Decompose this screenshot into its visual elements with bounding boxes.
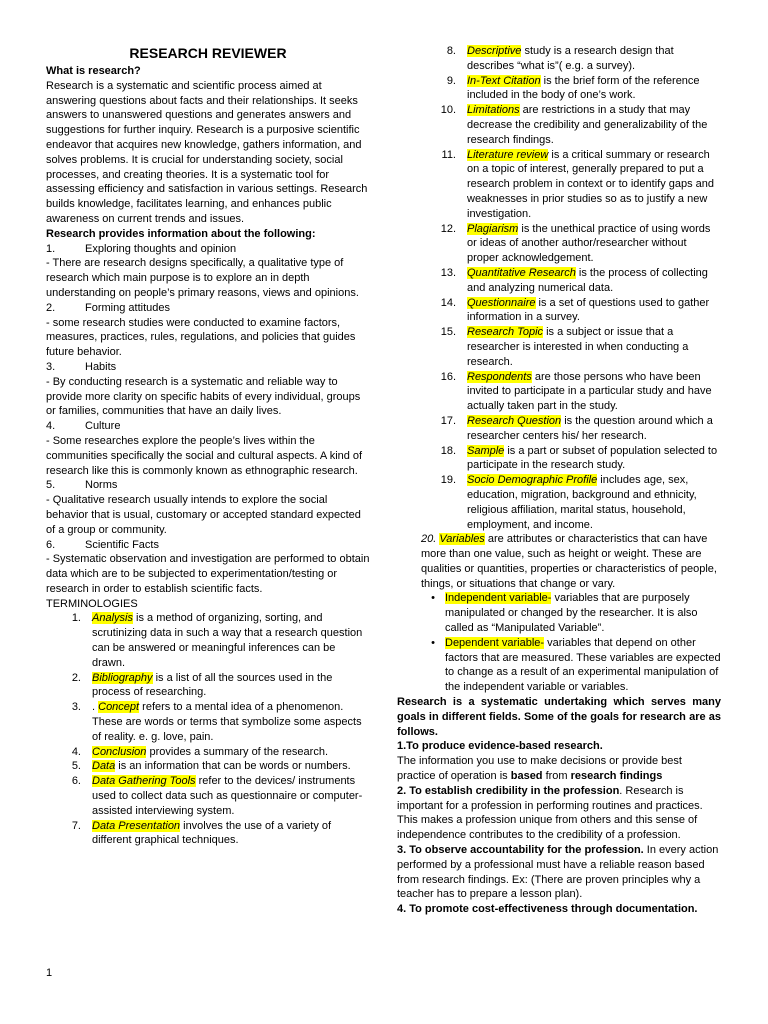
term-highlight: Conclusion (92, 745, 147, 758)
term-item (421, 266, 721, 296)
term-highlight: Socio Demographic Profile (467, 474, 598, 487)
goal-text (397, 754, 721, 784)
term-item (46, 700, 370, 744)
term-number: 11. (441, 148, 456, 161)
item-number: 6. (46, 538, 56, 551)
goal-text (397, 843, 721, 902)
term-definition: are those persons who have been invited to participate in a particular study and have actually taken part in the study. (467, 370, 712, 413)
item-number: 5. (46, 479, 56, 492)
provides-item (46, 419, 370, 478)
provides-heading: Research provides information about the following: (46, 227, 316, 240)
term-highlight: Dependent variable- (445, 636, 545, 649)
provides-item (46, 242, 370, 301)
bullet-icon: • (431, 592, 435, 605)
term-item (421, 296, 721, 326)
term-item (421, 325, 721, 369)
term-definition: is the unethical practice of using words or ideas of another author/researcher without proper acknowledgement. (467, 222, 711, 265)
term-highlight: Data (92, 760, 116, 773)
term-number: 10. (440, 104, 456, 117)
term-definition: is a subject or issue that a researcher is interested in when conducting a research. (467, 326, 689, 368)
term-highlight: Data Presentation (92, 819, 181, 832)
term-item (421, 473, 721, 532)
term-definition: is a method of organizing, sorting, and scrutinizing data in such a way that a research question can be answered or meaningful inferences can be drawn. (92, 612, 363, 669)
term-highlight: Plagiarism (467, 222, 519, 235)
term-definition: refer to the devices/ instruments used to collect data such as questionnaire or computer- assisted interviewing system. (92, 775, 363, 817)
term-definition: is a critical summary or research on a topic of interest, generally prepared to put a research problem in context or to identify gaps and weaknesses in prior studies so as to justify a new investigation. (467, 148, 715, 220)
term-item (46, 745, 370, 760)
term-highlight: Respondents (467, 370, 532, 383)
provides-item (46, 301, 370, 360)
item-label: Habits (85, 360, 117, 373)
term-number: 14. (440, 296, 456, 309)
term-number: 13. (440, 266, 456, 279)
bullet-text: variables that are purposely manipulated or changed by the researcher. It is also called as “Manipulated Variable”. (445, 592, 698, 635)
goal-text (397, 784, 721, 843)
term-number: 6. (71, 775, 81, 788)
term-definition: is the process of collecting and analyzing numerical data. (467, 266, 708, 294)
term-number: 18. (440, 444, 456, 457)
term-definition: is the brief form of the reference included in the body of one’s work. (467, 74, 700, 102)
term-number: 2. (71, 671, 81, 684)
item-number: 1. (46, 242, 56, 255)
item-text: - There are research designs specifically, a qualitative type of research which main purpose is to explore an in depth understanding on people’s primary reasons, views and opinions. (46, 257, 359, 299)
term-definition: provides a summary of the research. (146, 745, 328, 758)
term-highlight: In-Text Citation (467, 74, 541, 87)
item-label: Scientific Facts (85, 538, 159, 551)
item-label: Exploring thoughts and opinion (85, 242, 237, 255)
term-number: 16. (440, 370, 456, 383)
goal-heading: 4. To promote cost-effectiveness through documentation. (397, 903, 698, 916)
term-item (46, 759, 370, 774)
term-item (421, 414, 721, 444)
term-definition: is a list of all the sources used in the process of researching. (92, 671, 333, 699)
term-number: 4. (71, 745, 81, 758)
term-highlight: Limitations (467, 104, 520, 117)
terminology-list-right (421, 44, 721, 532)
goals-intro: Research is a systematic undertaking which serves many goals in different fields. Some of the goals for research are as follows. (397, 696, 721, 738)
terminology-list-left (46, 611, 370, 848)
term-number: 15. (440, 326, 456, 339)
left-column (46, 44, 370, 848)
item-number: 4. (46, 420, 56, 433)
bullet-item (421, 636, 721, 695)
page-title: RESEARCH REVIEWER (129, 45, 287, 61)
term-definition: is a part or subset of population selected to participate in the research study. (467, 444, 718, 472)
term-highlight: Concept (98, 701, 140, 714)
goal-heading: 2. To establish credibility in the profession (397, 784, 620, 797)
term-number: 19. (440, 474, 456, 487)
goal-text-part: . Research is important for a profession in performing routines and practices. This makes a profession unique from others and this sense of independence contributes to the credibility of a profession. (397, 784, 703, 842)
goal-text-part: from (542, 770, 571, 783)
variables-definition (421, 532, 721, 591)
term-highlight: Literature review (467, 148, 549, 161)
term-definition: is an information that can be words or numbers. (115, 760, 351, 773)
item-label: Norms (85, 479, 118, 492)
term-number: 9. (446, 74, 456, 87)
item-label: Culture (85, 420, 121, 433)
term-item (421, 148, 721, 222)
bullet-item (421, 591, 721, 635)
term-highlight: Questionnaire (467, 296, 536, 309)
terminologies-heading: TERMINOLOGIES (46, 597, 138, 610)
term-highlight: Research Question (467, 414, 562, 427)
term-item (421, 74, 721, 104)
term-number: 1. (71, 612, 81, 625)
term-item (421, 444, 721, 474)
term-item (421, 44, 721, 74)
provides-item (46, 478, 370, 537)
what-heading: What is research? (46, 65, 141, 77)
term-definition: refers to a mental idea of a phenomenon. These are words or terms that symbolize some aspects of reality. e. g. love, pain. (92, 701, 362, 743)
goal-text-part: The information you use to make decisions or provide best practice of operation is (397, 755, 682, 783)
bullet-text: variables that depend on other factors that are measured. These variables are expected to change as a result of an experimental manipulation of the independent variable or variables. (445, 636, 721, 694)
provides-item (46, 538, 370, 597)
term-item (421, 103, 721, 147)
term-prefix: . (92, 701, 99, 714)
term-definition: includes age, sex, education, migration, background and ethnicity, religious affiliation, marital status, household, employment, and income. (467, 474, 697, 531)
item-text: - Some researches explore the people’s lives within the communities specifically the social and cultural aspects. A kind of research like this is commonly known as ethnographic research. (46, 434, 363, 477)
term-number: 17. (440, 414, 456, 427)
term-highlight: Quantitative Research (467, 266, 576, 279)
item-number: 3. (46, 360, 56, 373)
term-number: 12. (440, 222, 456, 235)
term-highlight: Independent variable- (445, 592, 552, 605)
term-highlight: Bibliography (92, 671, 153, 684)
term-highlight: Sample (467, 444, 505, 457)
term-highlight: Descriptive (467, 45, 522, 57)
term-item (421, 370, 721, 414)
term-number: 5. (71, 760, 81, 773)
term-item (46, 611, 370, 670)
goal-heading: 1.To produce evidence-based research. (397, 740, 603, 753)
item-text: - Qualitative research usually intends to explore the social behavior that is usual, customary or accepted standard expected of a group or community. (46, 494, 361, 536)
bullet-icon: • (431, 636, 435, 649)
term-highlight: Research Topic (467, 326, 544, 339)
item-number: 2. (46, 301, 56, 314)
provides-item (46, 360, 370, 419)
page-number: 1 (46, 967, 53, 979)
term-highlight: Data Gathering Tools (92, 775, 196, 788)
item-label: Forming attitudes (85, 301, 170, 314)
variables-text: are attributes or characteristics that can have more than one value, such as height or weight. These are qualities or quantities, properties or characteristics of people, things, or situations that change or vary. (421, 533, 717, 590)
term-number: 3. (71, 701, 81, 714)
term-definition: involves the use of a variety of different graphical techniques. (92, 819, 332, 847)
item-text: - Systematic observation and investigation are performed to obtain data which are to be subjected to experimentation/testing or research in order to establish scientific facts. (46, 553, 370, 595)
what-text: Research is a systematic and scientific process aimed at answering questions about facts and their relationships. It seeks answers to unanswered questions and generates answers and suggestions for further inquiry. Research is a purposive scientific endeavor that acquires new knowledge, gathers information, and solves problems. It is crucial for understanding society, social processes, and creating theories. It is a systematic tool for assessing efficiency and satisfaction in various settings. Research builds knowledge, facilitates learning, and enhances public awareness on current trends and issues. (46, 79, 368, 225)
term-item (46, 819, 370, 849)
term-definition: is a set of questions used to gather information in a survey. (467, 296, 710, 324)
item-text: - By conducting research is a systematic and reliable way to provide more clarity on specific habits of every individual, groups or families, communities that have an daily lives. (46, 375, 361, 418)
term-highlight: Analysis (92, 612, 133, 625)
term-item (46, 774, 370, 818)
term-number: 8. (446, 45, 456, 57)
variables-number: 20. (421, 533, 437, 546)
term-number: 7. (71, 819, 81, 832)
term-definition: is the question around which a researcher centers his/ her research. (467, 414, 713, 442)
right-column (397, 44, 721, 917)
goal-text-part: research findings (570, 770, 663, 783)
term-definition: are restrictions in a study that may decrease the credibility and generalizability of the research findings. (467, 104, 708, 146)
goal-text-part: In every action performed by a professional must have a reliable reason based from research findings. Ex: (There are proven principles why a teacher has to prepare a lesson plan). (397, 844, 719, 901)
goals-section (397, 739, 721, 917)
term-highlight: Variables (439, 533, 485, 546)
goal-heading: 3. To observe accountability for the profession. (397, 844, 644, 857)
goal-text-part: based (510, 770, 543, 783)
item-text: - some research studies were conducted to examine factors, measures, practices, rules, regulations, and policies that guides future behavior. (46, 316, 356, 359)
term-item (421, 222, 721, 266)
term-definition: study is a research design that describes “what is”( e.g. a survey). (467, 45, 674, 72)
term-item (46, 671, 370, 701)
